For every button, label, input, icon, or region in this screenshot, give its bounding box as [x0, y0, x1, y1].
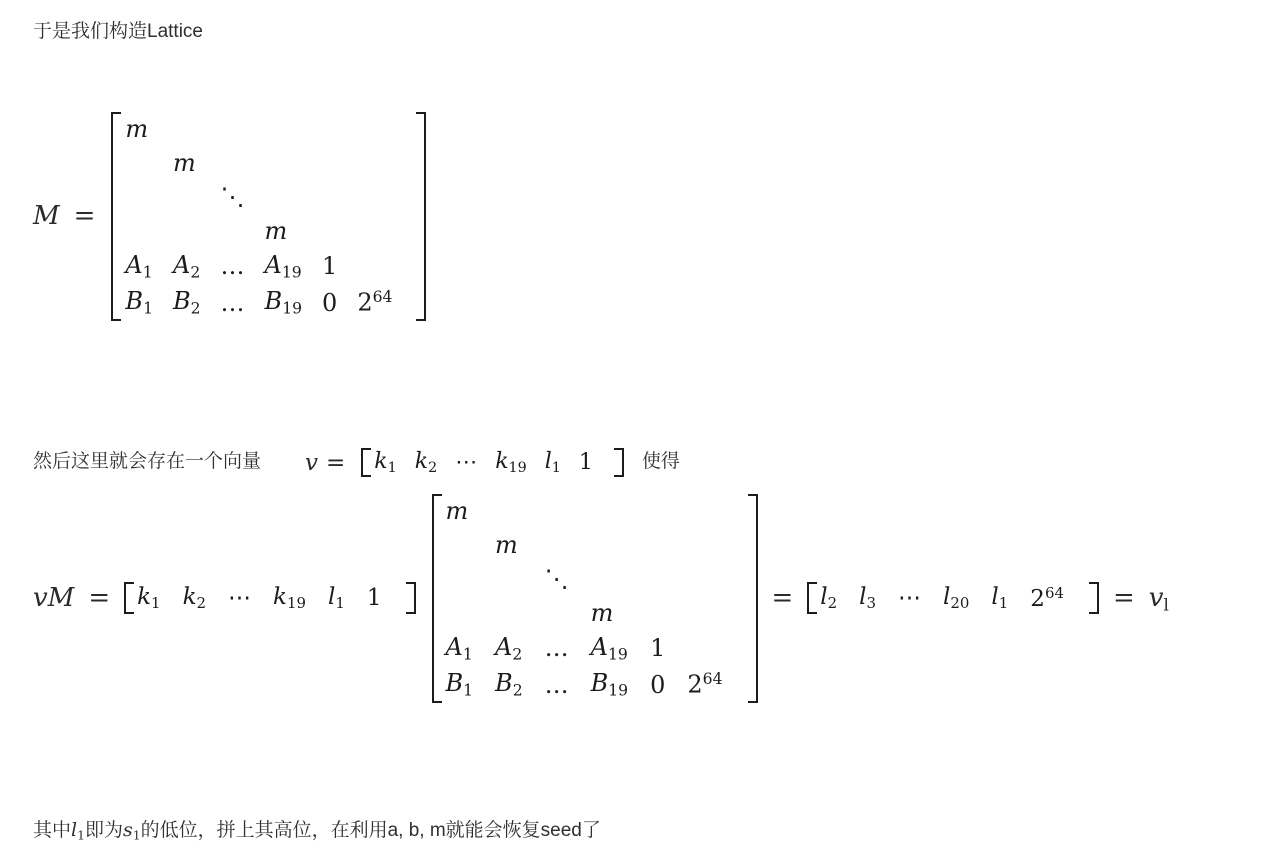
vM-label: vM [33, 583, 75, 614]
final-math-l1: $l_1$ [71, 819, 85, 843]
cell-k19: $k_{19}$ [273, 584, 306, 613]
matrix-row [125, 284, 412, 320]
cell-empty [322, 214, 357, 248]
cell-cdots: ⋯ [455, 450, 478, 475]
vl-label: $v_l$ [1148, 582, 1169, 615]
cell-one: 1 [366, 585, 382, 612]
final-text-part-3: 的低位，拼上其高位，在利用a, b, m就能会恢复seed了 [140, 820, 601, 841]
cell-empty [173, 180, 221, 214]
left-bracket [124, 582, 137, 614]
cell-pow64: $2^{64}$ [357, 288, 393, 317]
matrix-row [445, 494, 744, 528]
cell-empty [221, 112, 265, 146]
matrix-row [445, 666, 744, 702]
cell-B2: $B_2$ [495, 669, 523, 700]
right-bracket [403, 582, 416, 614]
cell-empty [445, 528, 495, 562]
vM-equals-3: = [1112, 583, 1135, 614]
left-bracket [807, 582, 820, 614]
matrix-row [445, 630, 744, 666]
vM-matrix [432, 494, 757, 703]
cell-l3: $l_3$ [859, 584, 877, 613]
vM-result-vector [807, 582, 1099, 614]
cell-empty [221, 146, 265, 180]
cell-empty [650, 562, 687, 596]
cell-empty [650, 494, 687, 528]
cell-m-2: m [172, 149, 196, 177]
cell-k2: $k_2$ [414, 449, 438, 476]
cell-empty [125, 180, 173, 214]
cell-empty [322, 180, 357, 214]
vM-left-vector [124, 582, 416, 614]
cell-one: 1 [650, 634, 666, 663]
cell-empty [445, 596, 495, 630]
cell-B19: $B_{19}$ [264, 287, 303, 318]
cell-empty [357, 112, 412, 146]
vector-v-equals: = [326, 449, 346, 476]
cell-empty [495, 494, 545, 528]
left-bracket [361, 448, 374, 477]
matrix-row [137, 582, 403, 614]
matrix-M-equation [33, 112, 426, 321]
vector-sentence-after: 使得 [641, 451, 680, 473]
cell-one: 1 [322, 252, 338, 281]
cell-empty [265, 180, 322, 214]
cell-cdots: ⋯ [898, 585, 922, 612]
cell-empty [357, 214, 412, 248]
cell-k2: $k_2$ [182, 584, 207, 613]
matrix-M-equals: = [73, 201, 96, 232]
matrix-row [125, 248, 412, 284]
cell-empty [650, 596, 687, 630]
cell-cdots: ⋯ [228, 585, 252, 612]
cell-empty [173, 112, 221, 146]
matrix-row [125, 180, 412, 214]
cell-l1: $l_1$ [327, 584, 345, 613]
cell-empty [265, 146, 322, 180]
cell-empty [687, 596, 744, 630]
final-text-part-1: 其中 [33, 820, 72, 841]
cell-empty [322, 112, 357, 146]
cell-m-1: m [445, 497, 469, 525]
cell-B1: $B_1$ [445, 669, 474, 700]
cell-empty [495, 596, 545, 630]
cell-ldots-B: … [220, 288, 245, 317]
matrix-M-body [111, 112, 426, 321]
vector-sentence-before: 然后这里就会存在一个向量 [33, 451, 262, 473]
cell-B2: $B_2$ [172, 287, 201, 318]
cell-A1: $A_1$ [445, 633, 473, 664]
cell-empty [687, 630, 744, 666]
cell-k19: $k_{19}$ [495, 449, 527, 476]
cell-B19: $B_{19}$ [590, 669, 629, 700]
cell-ldots-B: … [544, 670, 569, 699]
final-math-s1: $s_1$ [122, 819, 141, 843]
cell-A2: $A_2$ [495, 633, 523, 664]
cell-l2: $l_2$ [820, 584, 838, 613]
cell-k1: $k_1$ [137, 584, 161, 613]
vM-left-vector-table [137, 582, 403, 614]
matrix-row [125, 112, 412, 146]
cell-zero: 0 [322, 288, 338, 317]
cell-l1: $l_1$ [991, 584, 1009, 613]
matrix-row [125, 214, 412, 248]
matrix-M-label: M [33, 201, 60, 232]
cell-A19: $A_{19}$ [264, 251, 302, 282]
cell-empty [545, 528, 591, 562]
cell-empty [125, 146, 173, 180]
right-bracket [412, 112, 426, 321]
cell-one: 1 [578, 450, 593, 475]
cell-empty [687, 528, 744, 562]
intro-paragraph: 于是我们构造Lattice [33, 21, 203, 42]
final-paragraph [33, 816, 601, 846]
matrix-row [445, 596, 744, 630]
cell-zero: 0 [650, 670, 666, 699]
vM-equals-2: = [771, 583, 794, 614]
matrix-row [445, 528, 744, 562]
cell-empty [495, 562, 545, 596]
matrix-M-table [125, 112, 412, 321]
cell-ldots-A: … [220, 252, 245, 281]
cell-empty [357, 248, 412, 284]
vM-equals: = [88, 583, 111, 614]
cell-empty [687, 562, 744, 596]
cell-empty [357, 180, 412, 214]
matrix-row [820, 582, 1086, 614]
cell-pow64: $2^{64}$ [1030, 584, 1064, 613]
cell-empty [173, 214, 221, 248]
cell-m-2: m [495, 531, 518, 559]
cell-empty [221, 214, 265, 248]
cell-ddots: ⋱ [220, 183, 245, 211]
cell-A19: $A_{19}$ [590, 633, 628, 664]
cell-empty [591, 494, 650, 528]
vM-equation [33, 494, 1169, 703]
cell-empty [357, 146, 412, 180]
cell-empty [265, 112, 322, 146]
cell-empty [687, 494, 744, 528]
cell-pow64: $2^{64}$ [687, 670, 723, 699]
cell-empty [322, 146, 357, 180]
cell-ldots-A: … [544, 634, 569, 663]
cell-B1: $B_1$ [125, 287, 153, 318]
final-text-part-2: 即为 [84, 820, 123, 841]
cell-m-n: m [590, 599, 614, 627]
cell-A1: $A_1$ [125, 251, 153, 282]
matrix-row [125, 146, 412, 180]
vector-v-label: v [305, 449, 319, 476]
matrix-row [445, 562, 744, 596]
cell-A2: $A_2$ [172, 251, 201, 282]
left-bracket [432, 494, 445, 703]
right-bracket [745, 494, 758, 703]
cell-empty [591, 528, 650, 562]
cell-l1: $l_1$ [544, 449, 561, 476]
cell-empty [545, 596, 591, 630]
vector-v-body [361, 448, 624, 477]
cell-l20: $l_{20}$ [943, 584, 970, 613]
matrix-row [374, 448, 611, 477]
cell-m-1: m [125, 115, 149, 143]
cell-empty [125, 214, 173, 248]
vector-sentence [33, 448, 680, 477]
vM-matrix-table [445, 494, 744, 703]
cell-empty [650, 528, 687, 562]
cell-ddots: ⋱ [544, 565, 569, 593]
right-bracket [1086, 582, 1099, 614]
cell-m-n: m [264, 217, 288, 245]
cell-empty [591, 562, 650, 596]
cell-empty [545, 494, 591, 528]
vM-result-vector-table [820, 582, 1086, 614]
left-bracket [111, 112, 125, 321]
cell-empty [445, 562, 495, 596]
cell-k1: $k_1$ [374, 449, 397, 476]
right-bracket [611, 448, 624, 477]
vector-v-table [374, 448, 611, 477]
